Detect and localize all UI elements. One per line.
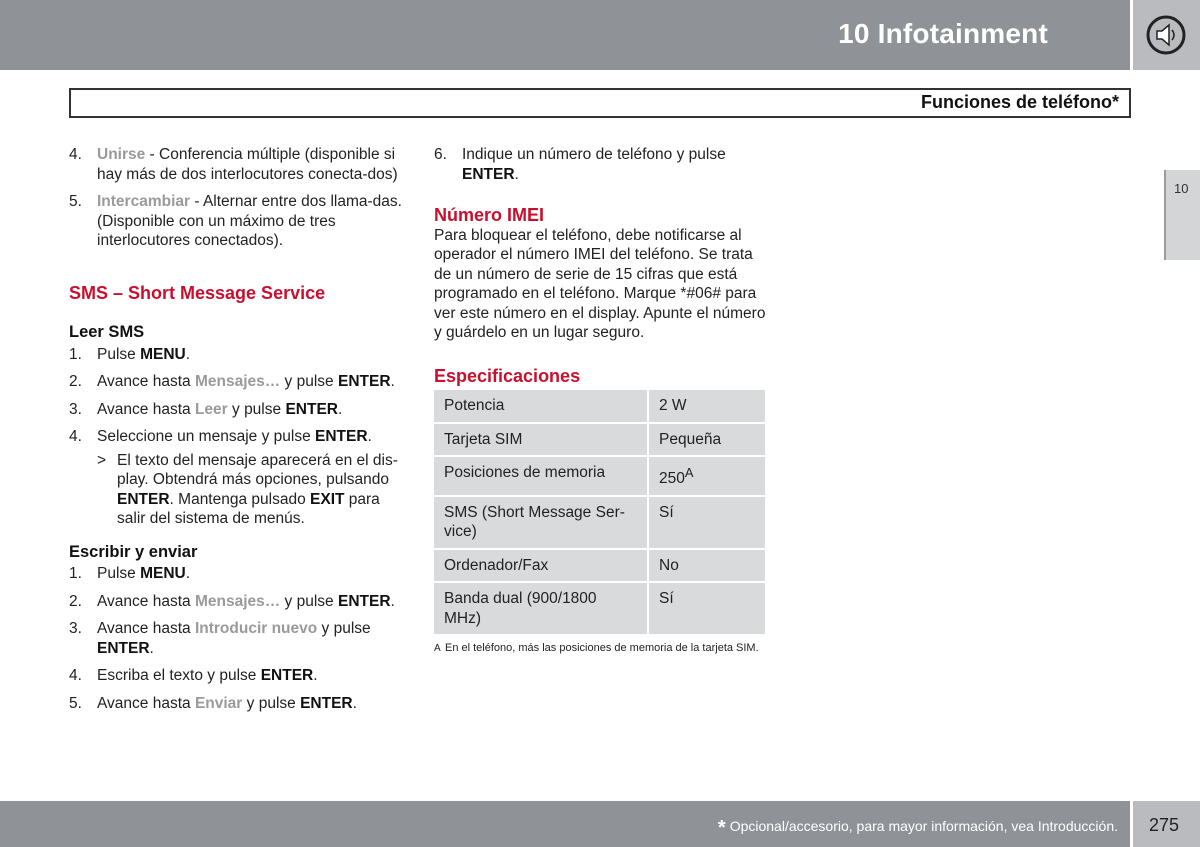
item-text: Avance hasta — [97, 400, 195, 418]
chapter-icon-box — [1133, 0, 1200, 70]
spec-value: No — [649, 550, 765, 582]
middle-column — [434, 145, 769, 655]
item-text: . — [149, 639, 154, 657]
key-name: ENTER — [337, 592, 391, 610]
list-item — [69, 592, 404, 612]
speaker-icon — [1146, 15, 1186, 55]
section-title: Funciones de teléfono* — [920, 92, 1119, 112]
list-item — [69, 564, 404, 584]
spec-table — [434, 388, 765, 636]
list-item — [69, 427, 404, 447]
item-text: y pulse — [280, 373, 338, 390]
footer-note-text: Opcional/accesorio, para mayor información, vea Introducción. — [729, 818, 1118, 834]
item-text: y pulse — [227, 400, 286, 418]
item-text: . — [352, 694, 357, 712]
spec-value: Sí — [649, 583, 765, 634]
table-row — [434, 390, 765, 422]
item-text: . Mantenga pulsado — [169, 490, 311, 508]
table-row — [434, 457, 765, 495]
key-name: ENTER — [285, 400, 338, 418]
spec-key: Posiciones de memoria — [434, 457, 649, 495]
escribir-heading: Escribir y enviar — [69, 542, 198, 561]
menu-term: Enviar — [194, 694, 243, 712]
item-text: . — [390, 373, 395, 390]
table-row — [434, 424, 765, 456]
item-number: 1. — [69, 565, 82, 582]
list-item — [69, 400, 404, 420]
sms-heading: SMS – Short Message Service — [69, 282, 326, 303]
item-number: 1. — [69, 345, 82, 363]
spec-key: SMS (Short Message Ser-vice) — [434, 497, 649, 548]
menu-term: Introducir nuevo — [194, 620, 318, 637]
key-name: EXIT — [310, 490, 345, 508]
side-tab-label: 10 — [1174, 181, 1189, 196]
key-name: ENTER — [315, 428, 368, 445]
item-text: Seleccione un mensaje y pulse — [97, 428, 315, 445]
key-name: ENTER — [337, 373, 391, 390]
list-item — [69, 345, 404, 365]
item-text: Avance hasta — [97, 592, 195, 610]
item-text: - Conferencia múltiple (disponible si hay más de dos interlocutores conecta-dos) — [97, 146, 398, 183]
item-text: y pulse — [280, 592, 338, 610]
spec-key: Banda dual (900/1800 MHz) — [434, 583, 649, 634]
key-name: ENTER — [462, 165, 515, 183]
menu-term: Mensajes… — [194, 373, 281, 390]
footnote-text: En el teléfono, más las posiciones de memoria de la tarjeta SIM. — [445, 642, 759, 655]
page-number: 275 — [1149, 815, 1180, 835]
footnote-mark: A — [434, 643, 441, 655]
key-name: ENTER — [97, 639, 150, 657]
item-text: Escriba el texto y pulse — [97, 667, 261, 684]
item-number: 5. — [69, 694, 82, 712]
section-header-bar — [69, 88, 1131, 118]
menu-term: Unirse — [97, 146, 146, 163]
item-number: 3. — [69, 620, 82, 637]
imei-paragraph: Para bloquear el teléfono, debe notificarse al operador el número IMEI del teléfono. Se trata de un número de serie de 15 cifras que está programado en el teléfono. Marque *#06# para ver este número en el display. Apunte el número y guárdelo en un lugar seguro. — [434, 226, 766, 341]
footer-band — [0, 801, 1130, 847]
item-text: - Alternar entre dos llama-das. (Disponible con un máximo de tres interlocutores conectados). — [97, 193, 402, 249]
table-row — [434, 497, 765, 548]
item-number: 3. — [69, 400, 82, 418]
result-note — [69, 451, 404, 529]
item-text: . — [185, 565, 191, 582]
key-name: MENU — [140, 345, 186, 363]
item-text: Indique un número de teléfono y pulse — [462, 146, 726, 163]
item-text: . — [390, 592, 395, 610]
item-text: y pulse — [242, 694, 301, 712]
imei-heading: Número IMEI — [434, 205, 545, 225]
key-name: ENTER — [260, 667, 314, 684]
list-item — [69, 666, 404, 686]
item-text: . — [514, 165, 519, 183]
leer-heading: Leer SMS — [69, 323, 145, 341]
item-text: . — [337, 400, 343, 418]
key-name: ENTER — [117, 490, 170, 508]
list-item — [69, 694, 404, 714]
item-number: 4. — [69, 146, 82, 163]
footer-star: * — [717, 817, 726, 839]
footnote-ref: A — [684, 465, 694, 480]
table-footnote — [434, 642, 769, 655]
list-item — [434, 145, 769, 184]
chapter-title: 10 Infotainment — [838, 18, 1048, 49]
chapter-side-tab — [1164, 170, 1200, 260]
item-number: 4. — [69, 667, 82, 684]
spec-value-cell — [649, 457, 765, 495]
key-name: MENU — [140, 565, 186, 582]
item-text: . — [367, 428, 372, 445]
item-text: . — [185, 345, 191, 363]
list-item — [69, 619, 404, 658]
list-item — [69, 372, 404, 392]
table-row — [434, 550, 765, 582]
item-number: 6. — [434, 146, 447, 163]
left-column — [69, 145, 404, 721]
spec-value: Pequeña — [649, 424, 765, 456]
item-text: Pulse — [97, 565, 141, 582]
menu-term: Leer — [194, 400, 228, 418]
spec-value: Sí — [649, 497, 765, 548]
spec-value: 250 — [659, 470, 685, 488]
menu-term: Mensajes… — [194, 592, 281, 610]
item-number: 2. — [69, 373, 82, 390]
menu-term: Intercambiar — [97, 193, 191, 210]
item-number: 5. — [69, 193, 82, 210]
item-text: El texto del mensaje aparecerá en el dis-play. Obtendrá más opciones, pulsando — [117, 451, 398, 488]
key-name: ENTER — [300, 694, 353, 712]
footer-note — [718, 817, 1118, 840]
page-number-box — [1133, 801, 1200, 847]
item-text: Avance hasta — [97, 373, 195, 390]
table-row — [434, 583, 765, 634]
item-text: Avance hasta — [97, 694, 195, 712]
item-number: 2. — [69, 592, 82, 610]
item-text: para salir del sistema de menús. — [117, 490, 380, 527]
spec-value: 2 W — [649, 390, 765, 422]
item-text: y pulse — [317, 620, 371, 637]
spec-key: Potencia — [434, 390, 649, 422]
spec-key: Tarjeta SIM — [434, 424, 649, 456]
item-text: Pulse — [97, 345, 141, 363]
item-text: . — [313, 667, 318, 684]
list-item — [69, 192, 404, 251]
spec-key: Ordenador/Fax — [434, 550, 649, 582]
result-arrow: > — [97, 451, 107, 469]
list-item — [69, 145, 404, 184]
chapter-header-band — [0, 0, 1130, 70]
item-number: 4. — [69, 428, 82, 445]
spec-heading: Especificaciones — [434, 365, 581, 386]
item-text: Avance hasta — [97, 620, 195, 637]
